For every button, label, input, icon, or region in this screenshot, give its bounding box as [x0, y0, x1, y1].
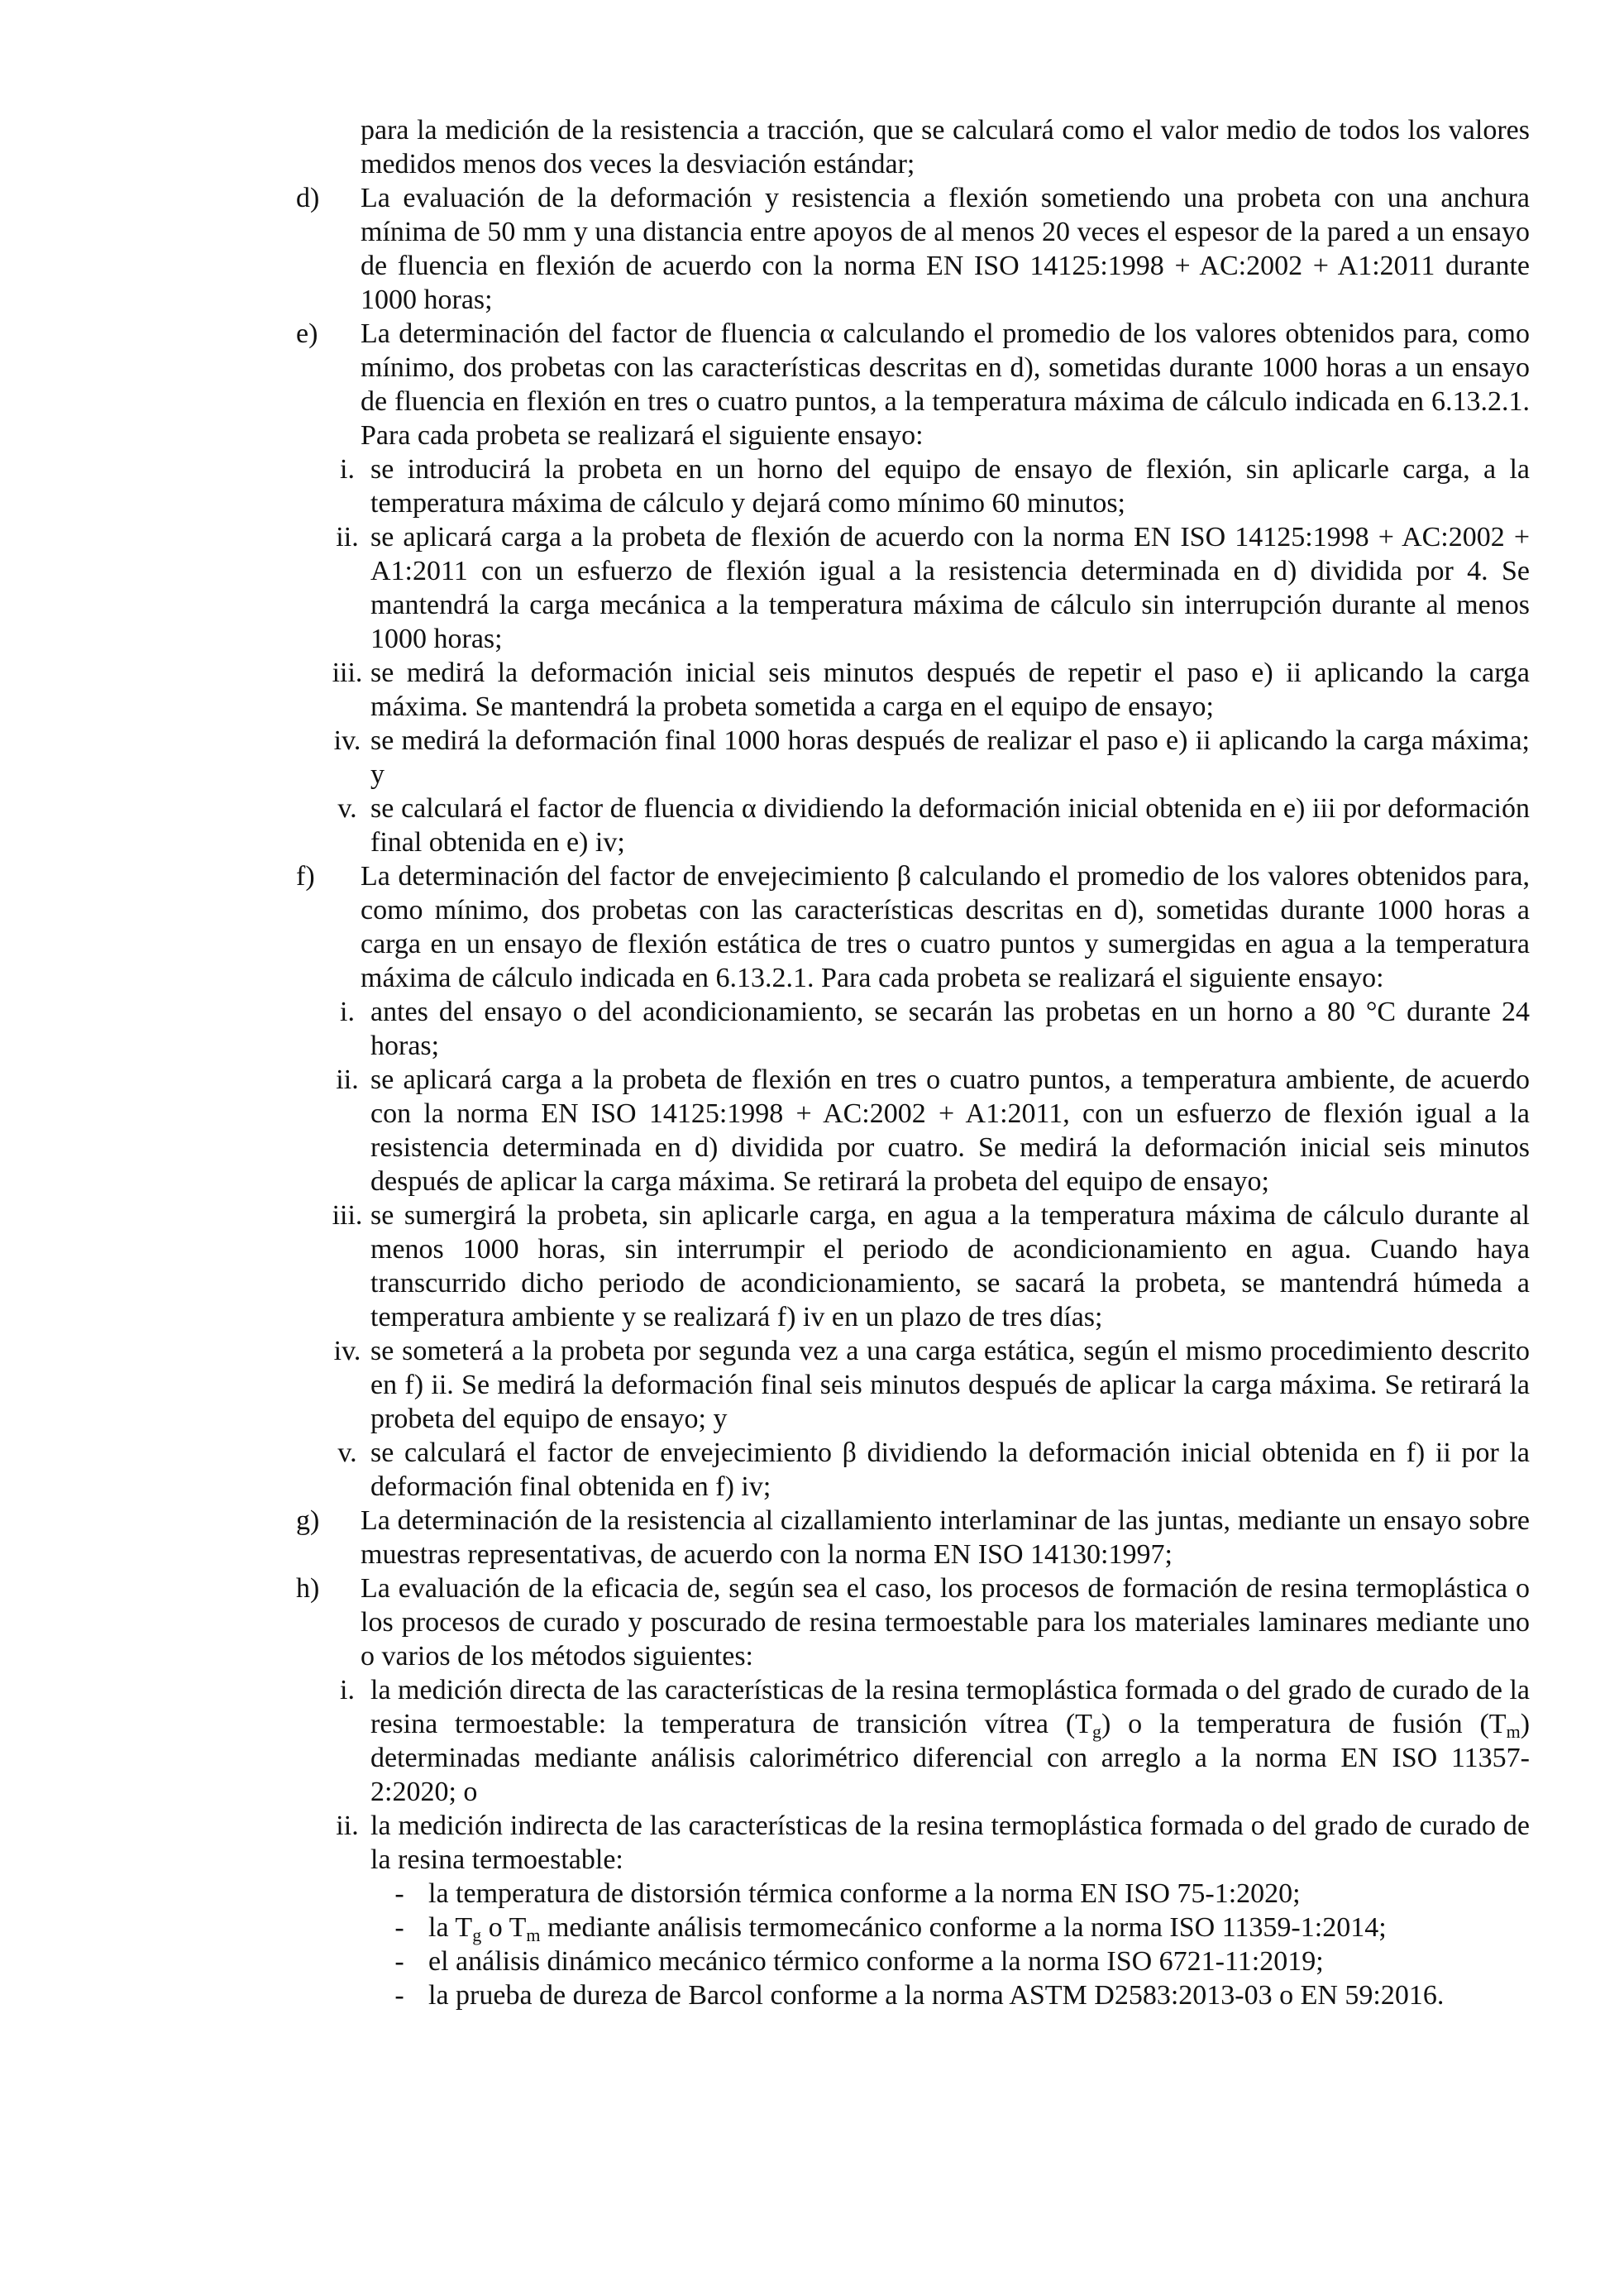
sublist-h	[296, 1673, 1530, 2012]
sublist-item-f-ii	[296, 1063, 1530, 1198]
list-text-f: La determinación del factor de envejecimiento β calculando el promedio de los valores obtenidos para, como mínimo, dos probetas con las características descritas en d), sometidas durante 1000 horas a carga en un ensayo de flexión estática de tres o cuatro puntos y sumergidas en agua a la temperatura máxima de cálculo indicada en 6.13.2.1. Para cada probeta se realizará el siguiente ensayo:	[361, 861, 1530, 993]
list-text-h: La evaluación de la eficacia de, según sea el caso, los procesos de formación de resina termoplástica o los procesos de curado y poscurado de resina termoestable para los materiales laminares mediante uno o varios de los métodos siguientes:	[361, 1573, 1530, 1672]
sublist-e	[296, 452, 1530, 859]
bullet-text: la prueba de dureza de Barcol conforme a la norma ASTM D2583:2013-03 o EN 59:2016.	[428, 1980, 1445, 2011]
sublist-label: iv.	[333, 1336, 361, 1366]
document-content	[296, 113, 1530, 2012]
text-segment: la T	[428, 1912, 473, 1943]
dash-marker: -	[394, 1980, 404, 2011]
list-text-d: La evaluación de la deformación y resistencia a flexión sometiendo una probeta con una anchura mínima de 50 mm y una distancia entre apoyos de al menos 20 veces el espesor de la pared a un ensayo de fluencia en flexión de acuerdo con la norma EN ISO 14125:1998 + AC:2002 + A1:2011 durante 1000 horas;	[361, 183, 1530, 315]
sublist-item-e-i	[296, 452, 1530, 520]
sublist-item-e-iv	[296, 724, 1530, 792]
sublist-label: ii.	[336, 1810, 359, 1841]
list-item-e	[296, 317, 1530, 452]
dash-marker: -	[394, 1878, 404, 1909]
subscript: m	[526, 1925, 541, 1945]
text-segment: la medición directa de las características de la resina termoplástica formada o del grado de curado de la resina termoestable: la temperatura de transición vítrea (T	[370, 1675, 1530, 1739]
intro-paragraph: para la medición de la resistencia a tracción, que se calculará como el valor medio de todos los valores medidos menos dos veces la desviación estándar;	[361, 115, 1530, 179]
bullet-item	[370, 1911, 1530, 1944]
list-label-d: d)	[296, 183, 320, 213]
sublist-item-h-ii	[296, 1809, 1530, 2012]
sublist-text: se calculará el factor de fluencia α dividiendo la deformación inicial obtenida en e) iii por deformación final obtenida en e) iv;	[370, 793, 1530, 858]
list-text-e: La determinación del factor de fluencia α calculando el promedio de los valores obtenidos para, como mínimo, dos probetas con las características descritas en d), sometidas durante 1000 horas a un ensayo de fluencia en flexión en tres o cuatro puntos, a la temperatura máxima de cálculo indicada en 6.13.2.1. Para cada probeta se realizará el siguiente ensayo:	[361, 318, 1530, 451]
sublist-text: se sumergirá la probeta, sin aplicarle carga, en agua a la temperatura máxima de cálculo durante al menos 1000 horas, sin interrumpir el periodo de acondicionamiento en agua. Cuando haya transcurrido dicho periodo de acondicionamiento, se sacará la probeta, se mantendrá húmeda a temperatura ambiente y se realizará f) iv en un plazo de tres días;	[370, 1200, 1530, 1332]
bullet-text: la temperatura de distorsión térmica conforme a la norma EN ISO 75-1:2020;	[428, 1878, 1301, 1909]
sublist-text: se calculará el factor de envejecimiento β dividiendo la deformación inicial obtenida en f) ii por la deformación final obtenida en f) iv;	[370, 1437, 1530, 1502]
sublist-label: iv.	[333, 725, 361, 756]
sublist-item-e-v	[296, 792, 1530, 859]
sublist-label: ii.	[336, 522, 359, 552]
sublist-label: i.	[340, 1675, 355, 1705]
list-item-f	[296, 859, 1530, 995]
list-item-d	[296, 181, 1530, 317]
sublist-label: i.	[340, 997, 355, 1027]
sublist-item-f-v	[296, 1436, 1530, 1504]
sublist-text: la medición indirecta de las características de la resina termoplástica formada o del grado de curado de la resina termoestable:	[370, 1810, 1530, 1875]
sublist-label: v.	[337, 793, 357, 824]
list-label-f: f)	[296, 861, 315, 892]
sublist-label: iii.	[332, 1200, 363, 1231]
sublist-item-e-ii	[296, 520, 1530, 656]
list-label-g: g)	[296, 1505, 320, 1536]
subscript: g	[1091, 1721, 1101, 1742]
text-segment: mediante análisis termomecánico conforme a la norma ISO 11359-1:2014;	[540, 1912, 1387, 1943]
bullet-item	[370, 1877, 1530, 1911]
sublist-label: i.	[340, 454, 355, 485]
list-item-h	[296, 1571, 1530, 1673]
bullet-text	[428, 1911, 1530, 1944]
sublist-f	[296, 995, 1530, 1504]
dash-marker: -	[394, 1946, 404, 1977]
sublist-item-e-iii	[296, 656, 1530, 724]
sublist-text: se aplicará carga a la probeta de flexión en tres o cuatro puntos, a temperatura ambiente, de acuerdo con la norma EN ISO 14125:1998 + AC:2002 + A1:2011, con un esfuerzo de flexión igual a la resistencia determinada en d) dividida por cuatro. Se medirá la deformación inicial seis minutos después de aplicar la carga máxima. Se retirará la probeta del equipo de ensayo;	[370, 1064, 1530, 1197]
list-label-e: e)	[296, 318, 318, 349]
sublist-item-h-i	[296, 1673, 1530, 1809]
sublist-text: se medirá la deformación final 1000 horas después de realizar el paso e) ii aplicando la carga máxima; y	[370, 725, 1530, 790]
sublist-label: iii.	[332, 658, 363, 688]
sublist-text: se aplicará carga a la probeta de flexión de acuerdo con la norma EN ISO 14125:1998 + AC:2002 + A1:2011 con un esfuerzo de flexión igual a la resistencia determinada en d) dividida por 4. Se mantendrá la carga mecánica a la temperatura máxima de cálculo sin interrupción durante al menos 1000 horas;	[370, 522, 1530, 654]
sublist-text: se introducirá la probeta en un horno del equipo de ensayo de flexión, sin aplicarle carga, a la temperatura máxima de cálculo y dejará como mínimo 60 minutos;	[370, 454, 1530, 519]
text-segment: ) o la temperatura de fusión (T	[1101, 1709, 1507, 1739]
bullet-item	[370, 1944, 1530, 1978]
subscript: m	[1506, 1721, 1521, 1742]
sublist-text: antes del ensayo o del acondicionamiento, se secarán las probetas en un horno a 80 °C durante 24 horas;	[370, 997, 1530, 1061]
list-label-h: h)	[296, 1573, 320, 1604]
list-item-g	[296, 1504, 1530, 1571]
text-segment: o T	[481, 1912, 527, 1943]
sublist-text: se someterá a la probeta por segunda vez a una carga estática, según el mismo procedimiento descrito en f) ii. Se medirá la deformación final seis minutos después de aplicar la carga máxima. Se retirará la probeta del equipo de ensayo; y	[370, 1336, 1530, 1434]
sublist-item-f-iv	[296, 1334, 1530, 1436]
sublist-label: v.	[337, 1437, 357, 1468]
sublist-text: se medirá la deformación inicial seis minutos después de repetir el paso e) ii aplicando la carga máxima. Se mantendrá la probeta sometida a carga en el equipo de ensayo;	[370, 658, 1530, 722]
sublist-item-f-i	[296, 995, 1530, 1063]
list-text-g: La determinación de la resistencia al cizallamiento interlaminar de las juntas, mediante un ensayo sobre muestras representativas, de acuerdo con la norma EN ISO 14130:1997;	[361, 1505, 1530, 1570]
sublist-text	[370, 1673, 1530, 1809]
sublist-label: ii.	[336, 1064, 359, 1095]
bullet-item	[370, 1978, 1530, 2012]
dash-marker: -	[394, 1912, 404, 1943]
sublist-item-f-iii	[296, 1198, 1530, 1334]
text-segment: ) determinadas mediante análisis calorimétrico diferencial con arreglo a la norma EN ISO 11357-2:2020; o	[370, 1709, 1531, 1807]
subscript: g	[472, 1925, 482, 1945]
bullet-text: el análisis dinámico mecánico térmico conforme a la norma ISO 6721-11:2019;	[428, 1946, 1324, 1977]
